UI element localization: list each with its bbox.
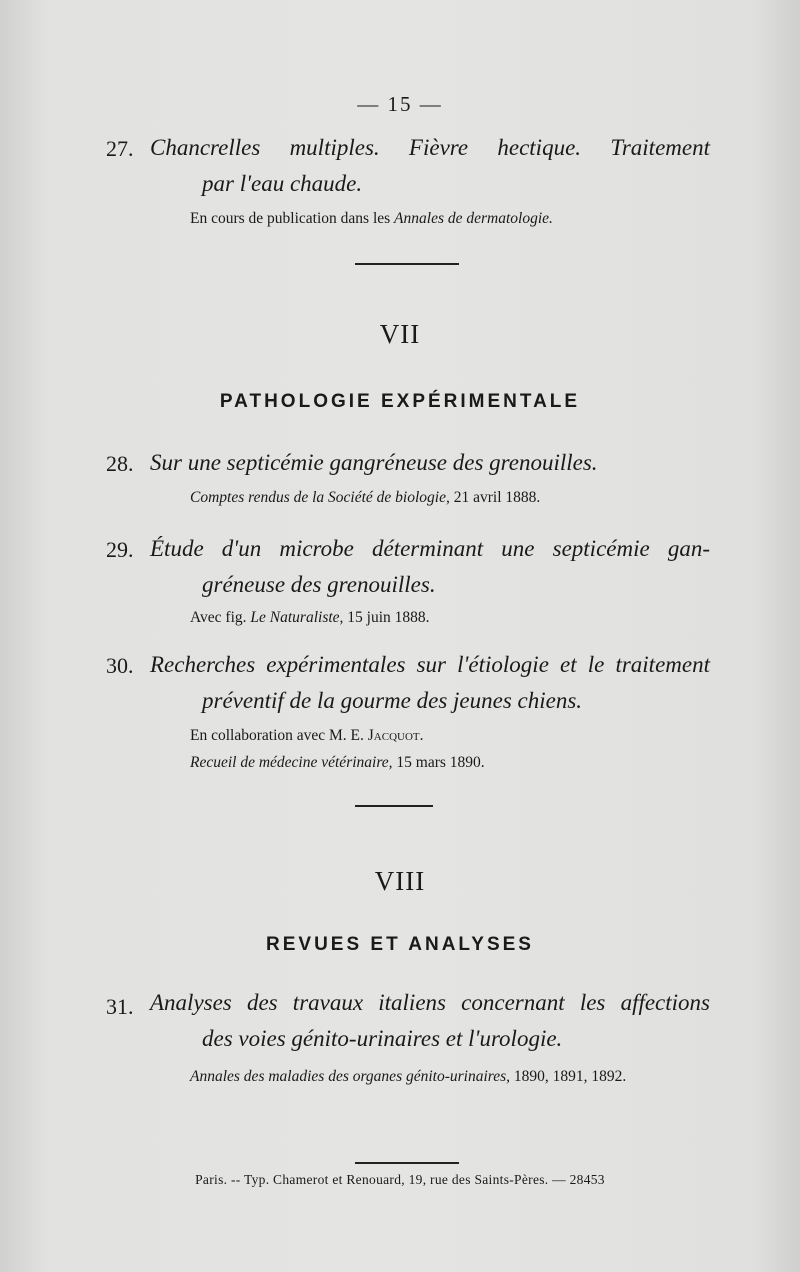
entry-number-31: 31. [106,994,134,1019]
entry-collab-30 [190,727,424,745]
entry-title-27 [150,130,710,202]
divider-rule [355,263,459,265]
printer-footer: Paris. -- Typ. Chamerot et Renouard, 19, rue des Saints-Pères. — 28453 [195,1172,605,1187]
section-title-viii: REVUES ET ANALYSES [266,934,534,955]
divider-rule [355,805,433,807]
journal-title: Le Naturaliste, [250,609,344,626]
collab-name: Jacquot. [367,727,424,744]
entry-title-31-line2: des voies génito-urinaires et l'urologie. [202,1026,563,1051]
entry-title-30 [150,647,710,719]
section-title-vii: PATHOLOGIE EXPÉRIMENTALE [219,391,581,412]
entry-ref-29 [190,609,430,627]
page-number: — 15 — [357,92,443,116]
collab-prefix: En collaboration avec M. E. [190,727,368,744]
section-numeral-viii: VIII [374,866,426,896]
entry-title-29-line1: Étude d'un microbe déterminant une septicémie gan- [150,536,710,561]
entry-ref-28 [190,489,540,507]
entry-title-28 [150,445,710,481]
entry-ref-30 [190,754,485,772]
entry-number-28: 28. [106,451,134,476]
entry-ref-27 [190,210,553,228]
entry-title-29-line2: gréneuse des grenouilles. [202,572,436,597]
entry-title-30-line1: Recherches expérimentales sur l'étiologie et le traitement [150,652,710,677]
journal-title: Annales de dermatologie. [394,210,553,227]
entry-title-27-line2: par l'eau chaude. [202,171,363,196]
ref-date: 21 avril 1888. [449,489,541,506]
journal-title: Annales des maladies des organes génito-urinaires, [190,1068,511,1085]
entry-title-31 [150,985,710,1057]
entry-title-30-line2: préventif de la gourme des jeunes chiens. [202,688,583,713]
entry-ref-31 [190,1068,626,1086]
ref-date: 15 mars 1890. [392,754,485,771]
ref-prefix: En cours de publication dans les [190,210,395,227]
entry-number-29: 29. [106,537,134,562]
journal-title: Comptes rendus de la Société de biologie, [190,489,450,506]
ref-prefix: Avec fig. [190,609,251,626]
ref-date: 1890, 1891, 1892. [510,1068,627,1085]
entry-title-29 [150,531,710,603]
ref-date: 15 juin 1888. [343,609,430,626]
entry-number-30: 30. [106,653,134,678]
section-numeral-vii: VII [379,319,421,349]
entry-title-28-line1: Sur une septicémie gangréneuse des grenouilles. [150,450,598,475]
entry-title-27-line1: Chancrelles multiples. Fièvre hectique. Traitement [150,135,710,160]
footer-rule [355,1162,459,1164]
entry-number-27: 27. [106,136,134,161]
journal-title: Recueil de médecine vétérinaire, [190,754,393,771]
entry-title-31-line1: Analyses des travaux italiens concernant les affections [150,990,710,1015]
